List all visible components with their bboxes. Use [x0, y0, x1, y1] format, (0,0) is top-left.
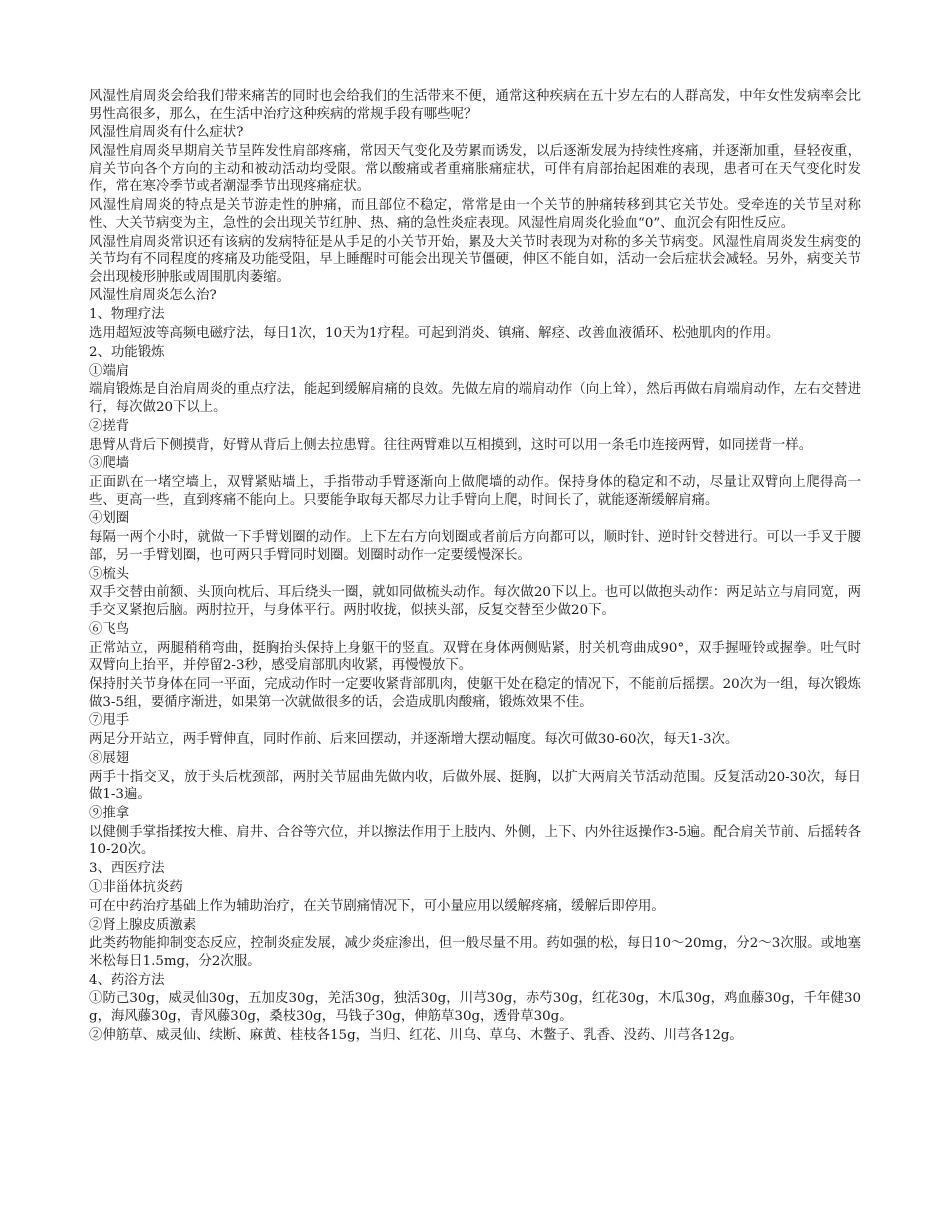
subheading-massage: ⑨推拿 — [89, 806, 130, 822]
body-paragraph: 正面趴在一堵空墙上，双臂紧贴墙上，手指带动手臂逐渐向上做爬墙的动作。保持身体的稳定和不动，尽量让双臂向上爬得高一些、更高一些，直到疼痛不能向上。只要能争取每天都尽力让手臂向上爬，时间长了，就能逐渐缓解肩痛。 — [89, 475, 861, 508]
body-paragraph: ②伸筋草、威灵仙、续断、麻黄、桂枝各15g，当归、红花、川乌、草乌、木鳖子、乳香、没药、川芎各12g。 — [89, 1027, 743, 1043]
subheading-flying-bird: ⑥飞鸟 — [89, 621, 130, 637]
subheading-wall-climb: ③爬墙 — [89, 456, 130, 472]
body-paragraph: 端肩锻炼是自治肩周炎的重点疗法，能起到缓解肩痛的良效。先做左肩的端肩动作（向上耸），然后再做右肩端肩动作，左右交替进行，每次做20下以上。 — [89, 382, 861, 415]
body-paragraph: 两手十指交叉，放于头后枕颈部，两肘关节屈曲先做内收，后做外展、挺胸，以扩大两肩关节活动范围。反复活动20-30次，每日做1-3遍。 — [89, 769, 861, 803]
symptoms-heading: 风湿性肩周炎有什么症状? — [89, 125, 244, 141]
section-heading-physical-therapy: 1、物理疗法 — [89, 307, 165, 323]
intro-paragraph: 风湿性肩周炎会给我们带来痛苦的同时也会给我们的生活带来不便，通常这种疾病在五十岁左右的人群高发，中年女性发病率会比男性高很多，那么，在生活中治疗这种疾病的常规手段有哪些呢？ — [89, 89, 861, 122]
body-paragraph: 可在中药治疗基础上作为辅助治疗，在关节剧痛情况下，可小量应用以缓解疼痛，缓解后即停用。 — [89, 898, 665, 914]
section-heading-herbal-bath: 4、药浴方法 — [89, 972, 165, 988]
body-paragraph: 以健侧手掌指揉按大椎、肩井、合谷等穴位，并以擦法作用于上肢内、外侧，上下、内外往返操作3-5遍。配合肩关节前、后摇转各10-20次。 — [89, 824, 861, 858]
subheading-arm-swing: ⑦甩手 — [89, 713, 130, 729]
section-heading-western-medicine: 3、西医疗法 — [89, 861, 165, 877]
symptoms-paragraph: 风湿性肩周炎常识还有该病的发病特征是从手足的小关节开始，累及大关节时表现为对称的多关节病变。风湿性肩周炎发生病变的关节均有不同程度的疼痛及功能受阻，早上睡醒时可能会出现关节僵硬，伸区不能自如，活动一会后症状会减轻。另外，病变关节会出现棱形肿胀或周围肌肉萎缩。 — [89, 234, 861, 285]
subheading-arm-circles: ④划圈 — [89, 511, 130, 527]
subheading-shrug: ①端肩 — [89, 363, 130, 379]
body-paragraph: 每隔一两个小时，就做一下手臂划圈的动作。上下左右方向划圈或者前后方向都可以，顺时针、逆时针交替进行。可以一手叉于腰部，另一手臂划圈，也可两只手臂同时划圈。划圈时动作一定要缓慢深长。 — [89, 530, 861, 563]
symptoms-paragraph: 风湿性肩周炎的特点是关节游走性的肿痛，而且部位不稳定，常常是由一个关节的肿痛转移到其它关节处。受牵连的关节呈对称性、大关节病变为主，急性的会出现关节红肿、热、痛的急性炎症表现。风湿性肩周炎化验血“0”、血沉会有阳性反应。 — [89, 198, 861, 231]
body-paragraph: 两足分开站立，两手臂伸直，同时作前、后来回摆动，并逐渐增大摆动幅度。每次可做30-60次，每天1-3次。 — [89, 732, 739, 748]
body-paragraph: 选用超短波等高频电磁疗法，每日1次，10天为1疗程。可起到消炎、镇痛、解痉、改善血液循环、松弛肌肉的作用。 — [89, 326, 780, 342]
body-paragraph: 保持肘关节身体在同一平面，完成动作时一定要收紧背部肌肉，使躯干处在稳定的情况下，不能前后摇摆。20次为一组，每次锻炼做3-5组，要循序渐进，如果第一次就做很多的话，会造成肌肉酸痛，锻炼效果不佳。 — [89, 676, 861, 710]
treatment-heading: 风湿性肩周炎怎么治? — [89, 288, 217, 304]
subheading-corticosteroids: ②肾上腺皮质激素 — [89, 917, 197, 933]
body-paragraph: 患臂从背后下侧摸背，好臂从背后上侧去拉患臂。往往两臂难以互相摸到，这时可以用一条毛巾连接两臂，如同搓背一样。 — [89, 437, 813, 453]
subheading-back-rub: ②搓背 — [89, 418, 130, 434]
body-paragraph: 正常站立，两腿稍稍弯曲，挺胸抬头保持上身躯干的竖直。双臂在身体两侧贴紧，肘关机弯曲成90°，双手握哑铃或握拳。吐气时双臂向上抬平，并停留2-3秒，感受肩部肌肉收紧，再慢慢放下。 — [89, 640, 861, 674]
body-paragraph: ①防己30g，威灵仙30g，五加皮30g，羌活30g，独活30g，川芎30g，赤芍30g，红花30g，木瓜30g，鸡血藤30g，千年健30g，海风藤30g，青风藤30g，桑枝30g，马钱子30g，伸筋草30g，透骨草30g。 — [89, 991, 861, 1025]
document-body — [89, 88, 861, 1046]
section-heading-exercise: 2、功能锻炼 — [89, 344, 165, 360]
subheading-nsaids: ①非甾体抗炎药 — [89, 879, 183, 895]
subheading-wing-spread: ⑧展翅 — [89, 750, 130, 766]
body-paragraph: 双手交替由前额、头顶向枕后、耳后绕头一圈，就如同做梳头动作。每次做20下以上。也可以做抱头动作：两足站立与肩同宽，两手交叉紧抱后脑。两肘拉开，与身体平行。两肘收拢，似挟头部，反复交替至少做20下。 — [89, 585, 861, 618]
body-paragraph: 此类药物能抑制变态反应，控制炎症发展，减少炎症渗出，但一般尽量不用。药如强的松，每日10～20mg，分2～3次服。或地塞米松每日1.5mg，分2次服。 — [89, 936, 861, 969]
subheading-combing: ⑤梳头 — [89, 566, 130, 582]
symptoms-paragraph: 风湿性肩周炎早期肩关节呈阵发性肩部疼痛，常因天气变化及劳累而诱发，以后逐渐发展为持续性疼痛，并逐渐加重，昼轻夜重，肩关节向各个方向的主动和被动活动均受限。常以酸痛或者重痛胀痛症状，可伴有肩部抬起困难的表现，患者可在天气变化时发作，常在寒冷季节或者潮湿季节出现疼痛症状。 — [89, 144, 861, 195]
